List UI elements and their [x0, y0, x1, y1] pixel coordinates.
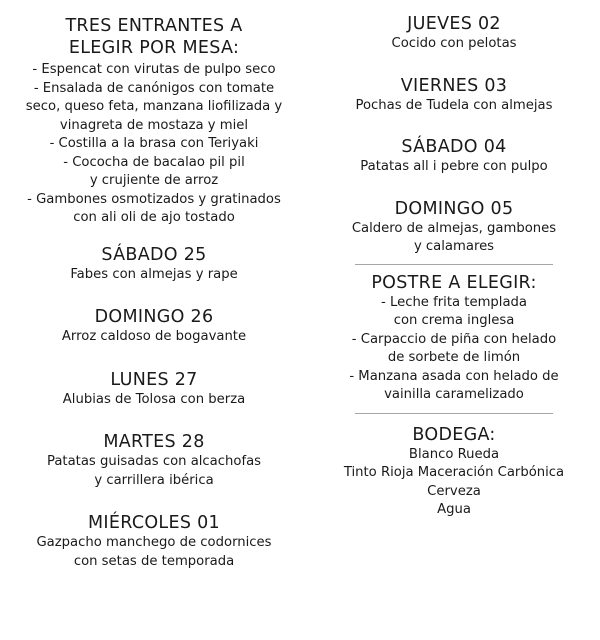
postre-line: vainilla caramelizado: [384, 387, 524, 402]
day-heading: DOMINGO 26: [94, 307, 214, 327]
day-heading: LUNES 27: [110, 369, 198, 390]
day-dish: y carrillera ibérica: [94, 472, 214, 488]
postre-line: de sorbete de limón: [387, 350, 521, 365]
day-block-domingo-05: [308, 198, 600, 257]
left-column: [0, 0, 308, 571]
day-block-domingo-26: [0, 306, 308, 347]
postre-line: - Carpaccio de piña con helado: [351, 331, 557, 347]
entrantes-line: - Espencat con virutas de pulpo seco: [32, 62, 276, 77]
day-block-sabado-25: [0, 244, 308, 285]
day-heading: SÁBADO 25: [101, 244, 207, 265]
day-heading: MARTES 28: [103, 432, 205, 452]
day-block-lunes-27: [0, 369, 308, 410]
day-heading: SÁBADO 04: [401, 137, 507, 157]
divider: [355, 264, 553, 265]
entrantes-line: seco, queso feta, manzana liofilizada y: [25, 99, 283, 114]
day-dish: Patatas all i pebre con pulpo: [360, 159, 548, 174]
day-dish: con setas de temporada: [73, 553, 235, 569]
bodega-line: Agua: [437, 502, 471, 517]
entrantes-line: y crujiente de arroz: [89, 173, 219, 188]
day-dish: y calamares: [413, 239, 495, 254]
postre-section: [308, 272, 600, 405]
entrantes-line: - Ensalada de canónigos con tomate: [33, 80, 275, 96]
day-block-sabado-04: [308, 136, 600, 177]
day-block-martes-28: [0, 431, 308, 490]
bodega-section: [308, 424, 600, 520]
postre-line: con crema inglesa: [393, 313, 515, 328]
day-dish: Patatas guisadas con alcachofas: [46, 454, 262, 469]
entrantes-heading-line-1: TRES ENTRANTES A: [65, 16, 243, 36]
day-dish: Arroz caldoso de bogavante: [61, 329, 247, 344]
entrantes-section: [0, 15, 308, 228]
entrantes-line: con ali oli de ajo tostado: [73, 210, 235, 225]
entrantes-line: - Costilla a la brasa con Teriyaki: [49, 136, 259, 151]
day-block-miercoles-01: [0, 512, 308, 571]
day-heading: JUEVES 02: [407, 14, 501, 34]
bodega-line: Blanco Rueda: [408, 446, 500, 462]
postre-line: - Manzana asada con helado de: [349, 368, 559, 384]
day-heading: DOMINGO 05: [394, 198, 514, 219]
day-dish: Fabes con almejas y rape: [70, 266, 238, 282]
right-column: [308, 0, 600, 520]
postre-line: - Leche frita templada: [381, 294, 527, 310]
day-dish: Gazpacho manchego de codornices: [36, 535, 272, 550]
day-dish: Caldero de almejas, gambones: [351, 220, 557, 236]
bodega-line: Tinto Rioja Maceración Carbónica: [343, 465, 565, 480]
day-heading: MIÉRCOLES 01: [88, 513, 220, 533]
entrantes-line: - Gambones osmotizados y gratinados: [27, 191, 281, 207]
day-dish: Alubias de Tolosa con berza: [62, 391, 246, 407]
entrantes-line: - Cococha de bacalao pil pil: [63, 154, 245, 170]
divider: [355, 413, 553, 414]
day-block-viernes-03: [308, 75, 600, 116]
day-dish: Pochas de Tudela con almejas: [355, 97, 553, 113]
bodega-heading: BODEGA:: [412, 424, 496, 445]
bodega-line: Cerveza: [427, 483, 481, 499]
day-dish: Cocido con pelotas: [391, 36, 517, 51]
day-heading: VIERNES 03: [400, 75, 508, 96]
entrantes-line: vinagreta de mostaza y miel: [59, 117, 249, 133]
entrantes-heading-line-2: ELEGIR POR MESA:: [68, 38, 240, 58]
day-block-jueves-02: [308, 13, 600, 54]
postre-heading: POSTRE A ELEGIR:: [371, 272, 537, 293]
